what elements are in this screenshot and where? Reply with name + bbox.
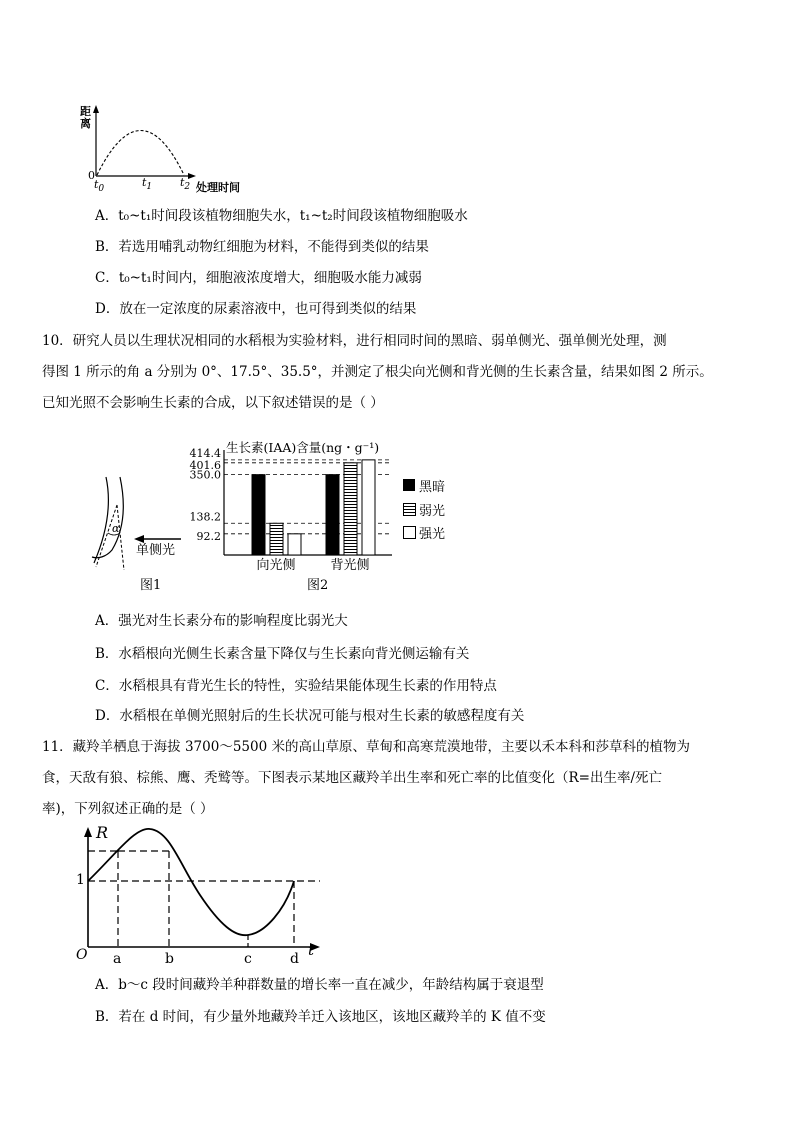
r-ratio-graph	[70, 825, 330, 970]
q9-figure	[78, 98, 258, 198]
legend-label-weak: 弱光	[419, 504, 446, 519]
chart-legend	[403, 476, 473, 546]
q10-option-a: A．强光对生长素分布的影响程度比弱光大	[95, 613, 348, 629]
tick-d: d	[290, 951, 299, 967]
q10-stem-line-3: 已知光照不会影响生长素的合成，以下叙述错误的是（ ）	[42, 395, 384, 411]
q11-stem-line-3: 率)，下列叙述正确的是（ ）	[42, 801, 214, 817]
q10-option-c: C．水稻根具有背光生长的特性，实验结果能体现生长素的作用特点	[95, 678, 497, 694]
legend-swatch-dark	[403, 479, 415, 491]
q10-figure-1	[84, 475, 194, 595]
origin-label: 0	[88, 169, 95, 182]
y-axis-arrow	[93, 105, 99, 113]
q11-option-b: B．若在 d 时间，有少量外地藏羚羊迁入该地区，该地区藏羚羊的 K 值不变	[95, 1009, 546, 1025]
q11-stem-line-1: 11．藏羚羊栖息于海拔 3700～5500 米的高山草原、草甸和高寒荒漠地带，主要以禾本科和莎草科的植物为	[42, 739, 690, 755]
light-arrow-label: 单侧光	[136, 543, 176, 558]
q9-option-b: B．若选用哺乳动物红细胞为材料，不能得到类似的结果	[95, 239, 429, 255]
q9-option-d: D．放在一定浓度的尿素溶液中，也可得到类似的结果	[95, 301, 417, 317]
one-tick-label: 1	[76, 872, 85, 888]
root-tip-direction-line	[96, 505, 120, 567]
tick-a: a	[113, 951, 122, 967]
x-category-label: 向光侧	[256, 558, 296, 573]
q10-option-d: D．水稻根在单侧光照射后的生长状况可能与根对生长素的敏感程度有关	[95, 708, 525, 724]
y-tick-label: 401.6	[189, 458, 221, 472]
distance-curve	[97, 131, 184, 176]
t2-label: $t_2$	[180, 176, 191, 193]
legend-label-strong: 强光	[419, 527, 446, 542]
bar-强光	[288, 534, 301, 555]
q10-stem-line-1: 10．研究人员以生理状况相同的水稻根为实验材料，进行相同时间的黑暗、弱单侧光、强单侧光处理，测	[42, 333, 667, 349]
t0-label: $t_0$	[94, 178, 105, 195]
q10-stem-line-2: 得图 1 所示的角 a 分别为 0°、17.5°、35.5°，并测定了根尖向光侧和背光侧的生长素含量，结果如图 2 所示。	[42, 364, 713, 380]
x-axis-label: 处理时间	[196, 181, 240, 194]
q9-option-c: C．t₀~t₁时间内，细胞液浓度增大，细胞吸水能力减弱	[95, 270, 422, 286]
tick-b: b	[165, 951, 174, 967]
root-outline-left	[94, 477, 108, 563]
r-axis-label: R	[96, 823, 109, 842]
legend-label-dark: 黑暗	[419, 480, 446, 495]
figure-2-caption: 图2	[307, 578, 329, 593]
q11-stem-line-2: 食，天敌有狼、棕熊、鹰、秃鹫等。下图表示某地区藏羚羊出生率和死亡率的比值变化（R=出生率/死亡	[42, 770, 663, 786]
q11-option-a: A．b～c 段时间藏羚羊种群数量的增长率一直在减少，年龄结构属于衰退型	[95, 977, 544, 993]
y-tick-label: 350.0	[189, 468, 221, 482]
t1-label: $t_1$	[142, 176, 153, 193]
x-category-label: 背光侧	[330, 558, 370, 573]
bar-强光	[362, 460, 375, 555]
q11-figure	[70, 825, 330, 970]
angle-label: α	[112, 522, 120, 535]
y-axis-label	[80, 106, 91, 130]
figure-1-caption: 图1	[140, 578, 162, 593]
q10-option-b: B．水稻根向光侧生长素含量下降仅与生长素向背光侧运输有关	[95, 646, 470, 662]
t-axis-label: t	[308, 941, 315, 959]
bar-弱光	[270, 523, 283, 555]
y-label-char-1: 距	[80, 105, 91, 118]
bar-黑暗	[252, 475, 265, 555]
chart-title: 生长素(IAA)含量(ng・g⁻¹)	[226, 440, 380, 455]
bar-黑暗	[326, 475, 339, 555]
y-tick-label: 92.2	[196, 529, 221, 543]
r-curve	[88, 829, 294, 935]
origin-label: O	[76, 947, 88, 963]
q9-option-a: A．t₀~t₁时间段该植物细胞失水，t₁~t₂时间段该植物细胞吸水	[95, 208, 468, 224]
y-tick-label: 138.2	[189, 510, 221, 524]
tick-c: c	[244, 951, 252, 967]
y-axis-arrow	[84, 827, 92, 837]
legend-swatch-weak	[403, 503, 416, 516]
y-label-char-2: 离	[80, 117, 91, 130]
bar-弱光	[344, 463, 357, 555]
legend-swatch-strong	[403, 526, 416, 539]
root-diagram	[84, 475, 194, 575]
y-tick-label: 414.4	[189, 446, 221, 460]
